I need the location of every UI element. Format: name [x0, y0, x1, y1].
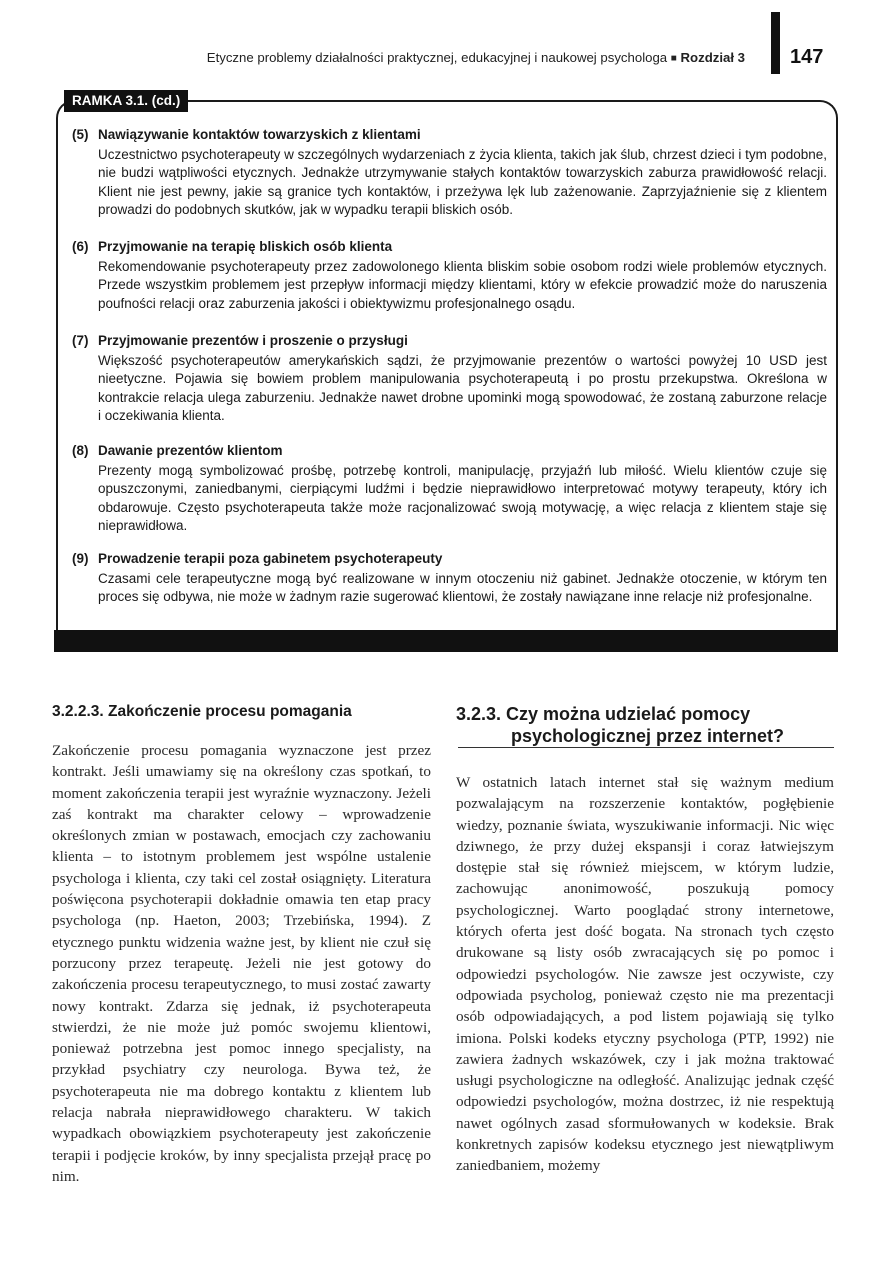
box-item-5: [72, 126, 827, 220]
item-text: Rekomendowanie psychoterapeuty przez zadowolonego klienta bliskim sobie osobom rodzi wiele problemów etycznych. Przede wszystkim problemem jest przepływ informacji między klientami, który w efekcie prowadzić może do naruszenia poufności relacji oraz zaburzenia jakości i obiektywizmu profesjonalnego osądu.: [98, 258, 827, 311]
item-title: Dawanie prezentów klientom: [98, 443, 283, 458]
item-number: (7): [72, 333, 89, 348]
heading-underline: [458, 747, 834, 748]
heading-line-2: psychologicznej przez internet?: [510, 726, 784, 746]
item-number: (8): [72, 443, 89, 458]
thumb-index-bar: [771, 12, 780, 74]
item-title: Przyjmowanie na terapię bliskich osób klienta: [98, 239, 393, 254]
item-text: Prezenty mogą symbolizować prośbę, potrzebę kontroli, manipulację, przyjaźń lub miłość. Wielu klientów czuje się opuszczonymi, zaniedbanymi, cierpiącymi ludźmi i będzie nieprawidłowo interpretować motywy terapeuty, który ich obdarowuje. Często psychoterapeuta także może racjonalizować swoją motywację, a więc relacja z klientem staje się nieprawidłowa.: [98, 462, 827, 533]
item-text: Uczestnictwo psychoterapeuty w szczególnych wydarzeniach z życia klienta, takich jak ślub, chrzest dzieci i tym podobne, nie budzi wątpliwości etycznych. Jednakże utrzymywanie stałych kontaktów towarzyskich zaburza prawidłowość relacji. Klient nie jest pewny, jakie są granice tych kontaktów, i przeżywa lęk lub zażenowanie. Zaprzyjaźnienie się z klientem prowadzi do podobnych skutków, jak w wypadku terapii bliskich osób.: [98, 146, 827, 217]
item-number: (9): [72, 551, 89, 566]
item-number: (5): [72, 127, 89, 142]
box-item-6: [72, 238, 827, 313]
section-heading-3-2-3: [456, 703, 834, 747]
box-bottom-bar: [54, 630, 838, 652]
heading-line-1: 3.2.3. Czy można udzielać pomocy: [456, 704, 751, 724]
item-title: Prowadzenie terapii poza gabinetem psychoterapeuty: [98, 551, 443, 566]
item-text: Czasami cele terapeutyczne mogą być realizowane w innym otoczeniu niż gabinet. Jednakże otoczenie, w którym ten proces się odbywa, nie może w żadnym razie sugerować klientowi, że zostały nawiązane inne relacje niż profesjonalne.: [98, 570, 827, 604]
item-title: Nawiązywanie kontaktów towarzyskich z klientami: [98, 127, 421, 142]
item-text: Większość psychoterapeutów amerykańskich sądzi, że przyjmowanie prezentów o wartości powyżej 10 USD jest nieetyczne. Pojawia się bowiem problem manipulowania psychoterapeutą i po prostu przekupstwa. Określona w kontrakcie relacja ulega zaburzeniu. Jednakże nawet drobne upominki mogą spowodować, że zostaną zaburzone relacje i oczekiwania klienta.: [98, 352, 827, 423]
right-column-text: W ostatnich latach internet stał się ważnym medium pozwalającym na rozszerzenie kontaktów, pogłębienie wiedzy, poznanie świata, wyszukiwanie informacji. Nic więc dziwnego, że przy dużej ekspansji i coraz łatwiejszym dostępie stał się również miejscem, w którym ludzie, zachowując anonimowość, poszukują pomocy psychologicznej. Warto pooglądać strony internetowe, których oferta jest dość bogata. Na stronach tych często drukowane są listy osób zwracających się po pomoc i odpowiedzi psychologów. Nie zawsze jest oczywiste, czy odpowiada psycholog, ponieważ często nie ma prezentacji osób odpowiadających, a pod listem pojawiają się tylko imiona. Polski kodeks etyczny psychologa (PTP, 1992) nie zawiera żadnych wskazówek, czy i jak można traktować usługi psychologiczne na odległość. Analizując jednak część odpowiedzi psychologów, można dostrzec, iż nie respektują nawet ogólnych zasad sformułowanych w kodeksie. Brak konkretnych zapisów kodeksu etycznego jest niewątpliwym zaniedbaniem, możemy: [456, 774, 834, 1175]
section-heading-3-2-2-3: 3.2.2.3. Zakończenie procesu pomagania: [52, 703, 352, 720]
box-item-7: [72, 332, 827, 426]
running-head-title: Etyczne problemy działalności praktycznej, edukacyjnej i naukowej psychologa: [206, 50, 668, 65]
item-number: (6): [72, 239, 89, 254]
item-title: Przyjmowanie prezentów i proszenie o przysługi: [98, 333, 408, 348]
box-item-8: [72, 442, 827, 536]
box-item-9: [72, 550, 827, 607]
chapter-label: Rozdział 3: [680, 50, 745, 65]
left-column-text: Zakończenie procesu pomagania wyznaczone jest przez kontrakt. Jeśli umawiamy się na określony czas spotkań, to moment zakończenia terapii jest wyraźnie wyznaczony. Jeżeli zaś kontrakt ma charakter celowy – wprowadzenie określonych zmian w postawach, emocjach czy zachowaniu klienta – to istotnym problemem jest wspólne ustalenie psychologa i klienta, czy taki cel został osiągnięty. Literatura poświęcona psychoterapii dokładnie omawia ten etap pracy psychologa (np. Haeton, 2003; Trzebińska, 1994). Z etycznego punktu widzenia ważne jest, by klient nie czuł się porzucony przez terapeutę. Jeżeli nie jest gotowy do zakończenia procesu terapeutycznego, to musi zostać zawarty nowy kontrakt. Zdarza się jednak, iż psychoterapeuta stwierdzi, że nie może już pomóc swojemu klientowi, ponieważ potrzebna jest pomoc innego specjalisty, na przykład psychiatry czy neurologa. Bywa też, że psychoterapeuta nie ma dobrego kontaktu z klientem lub relacja nabrała nieprawidłowego charakteru. W takich wypadkach obowiązkiem psychoterapeuty jest zakończenie terapii i podjęcie kroków, by inny specjalista przejął pracę po nim.: [52, 742, 431, 1185]
separator-square: ■: [670, 53, 677, 64]
page-number: 147: [790, 46, 824, 68]
box-label: RAMKA 3.1. (cd.): [64, 90, 188, 112]
running-head: [140, 50, 745, 65]
